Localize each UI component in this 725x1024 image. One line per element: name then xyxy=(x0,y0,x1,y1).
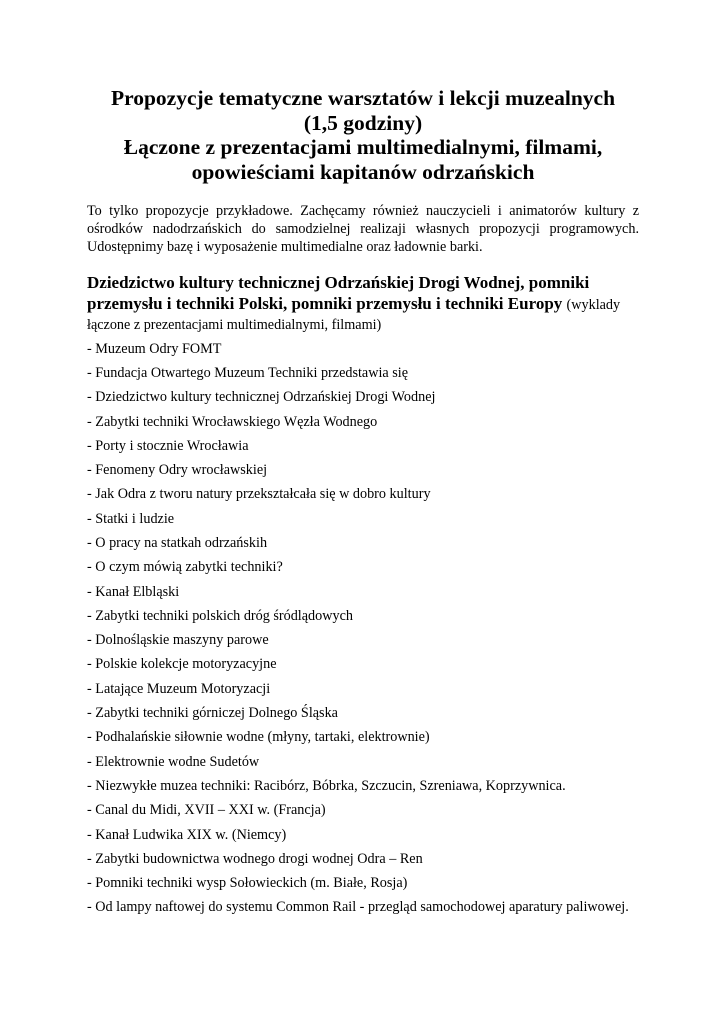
list-item: - Fenomeny Odry wrocławskiej xyxy=(87,462,268,479)
list-item: - Dolnośląskie maszyny parowe xyxy=(87,632,269,649)
list-item: - Pomniki techniki wysp Sołowieckich (m. Białe, Rosja) xyxy=(87,875,408,892)
list-item: - Polskie kolekcje motoryzacyjne xyxy=(87,656,277,673)
list-item: - Zabytki techniki Wrocławskiego Węzła Wodnego xyxy=(87,413,378,430)
title-line: (1,5 godziny) xyxy=(303,110,423,135)
list-item: - Niezwykłe muzea techniki: Racibórz, Bóbrka, Szczucin, Szreniawa, Koprzywnica. xyxy=(87,777,566,794)
section-heading-text: przemysłu i techniki Polski, pomniki przemysłu i techniki Europy xyxy=(87,293,563,313)
list-item: - Fundacja Otwartego Muzeum Techniki przedstawia się xyxy=(87,364,409,381)
title-line: opowieściami kapitanów odrzańskich xyxy=(191,159,535,184)
document-page xyxy=(87,86,639,923)
list-item: - Canal du Midi, XVII – XXI w. (Francja) xyxy=(87,802,326,819)
list-item: - Zabytki techniki górniczej Dolnego Śląska xyxy=(87,705,338,722)
list-item: - Od lampy naftowej do systemu Common Rail - przegląd samochodowej aparatury paliwowej. xyxy=(87,899,629,916)
intro-paragraph xyxy=(87,202,639,257)
section-heading-line-with-note xyxy=(87,293,639,316)
intro-line: Udostępnimy bazę i wyposażenie multimedialne oraz ładownie barki. xyxy=(87,239,483,256)
list-item: - Muzeum Odry FOMT xyxy=(87,340,222,357)
list-item: - Zabytki budownictwa wodnego drogi wodnej Odra – Ren xyxy=(87,850,423,867)
list-item: - Statki i ludzie xyxy=(87,510,175,527)
document-title xyxy=(87,86,639,184)
title-line: Łączone z prezentacjami multimedialnymi, filmami, xyxy=(123,135,603,159)
list-item: - Kanał Ludwika XIX w. (Niemcy) xyxy=(87,826,287,843)
list-item: - Porty i stocznie Wrocławia xyxy=(87,437,249,454)
topic-list xyxy=(87,340,639,917)
list-item: - Elektrownie wodne Sudetów xyxy=(87,753,260,770)
list-item: - Zabytki techniki polskich dróg śródlądowych xyxy=(87,607,353,624)
list-item: - O pracy na statkah odrzańskih xyxy=(87,534,268,551)
section-note-start: (wyklady xyxy=(566,296,621,313)
list-item: - O czym mówią zabytki techniki? xyxy=(87,559,283,576)
list-item: - Dziedzictwo kultury technicznej Odrzańskiej Drogi Wodnej xyxy=(87,389,436,406)
list-item: - Kanał Elbląski xyxy=(87,583,180,600)
intro-line: To tylko propozycje przykładowe. Zachęcamy również nauczycieli i animatorów kultury z xyxy=(87,203,639,219)
list-item: - Jak Odra z tworu natury przekształcała się w dobro kultury xyxy=(87,486,431,503)
intro-line: ośrodków nadodrzańskich do samodzielnej realizaji własnych propozycji programowych. xyxy=(87,221,639,238)
title-line: Propozycje tematyczne warsztatów i lekcji muzealnych xyxy=(110,86,616,110)
list-item: - Latające Muzeum Motoryzacji xyxy=(87,680,271,697)
section-heading xyxy=(87,272,639,334)
list-item: - Podhalańskie siłownie wodne (młyny, tartaki, elektrownie) xyxy=(87,729,430,746)
section-note: łączone z prezentacjami multimedialnymi, filmami) xyxy=(87,316,382,333)
section-heading-line: Dziedzictwo kultury technicznej Odrzańskiej Drogi Wodnej, pomniki xyxy=(87,272,590,292)
